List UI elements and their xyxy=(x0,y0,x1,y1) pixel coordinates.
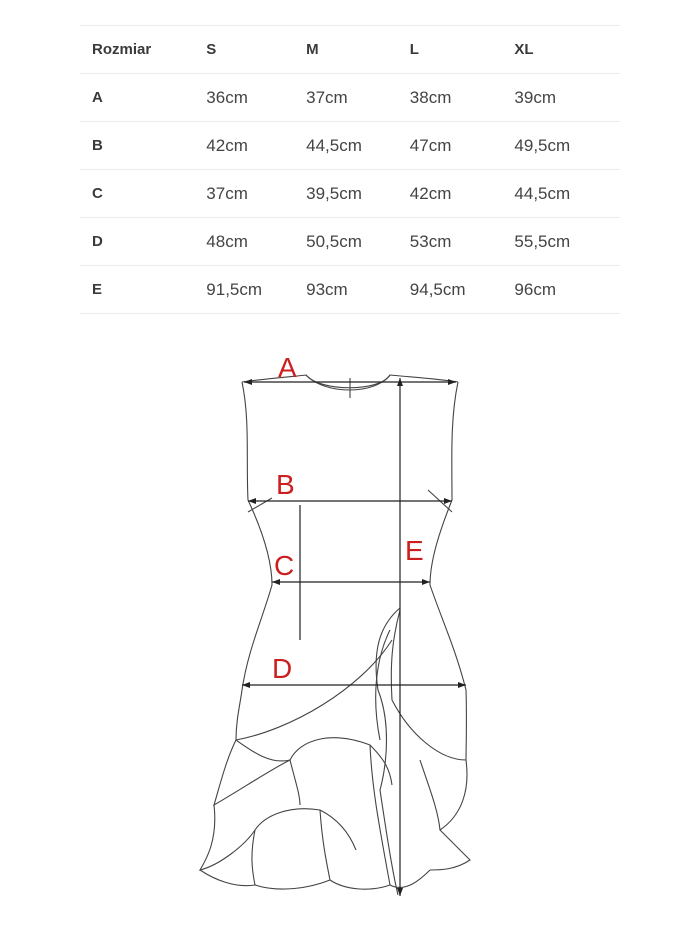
label-c: C xyxy=(274,550,295,581)
row-label: A xyxy=(80,74,206,122)
table-cell: 91,5cm xyxy=(206,266,306,314)
table-cell: 55,5cm xyxy=(514,218,620,266)
size-chart-table xyxy=(80,25,620,314)
table-row xyxy=(80,266,620,314)
header-xl: XL xyxy=(514,26,620,74)
header-size: Rozmiar xyxy=(80,26,206,74)
table-cell: 39,5cm xyxy=(306,170,410,218)
dress-measurement-diagram xyxy=(0,330,700,930)
row-label: B xyxy=(80,122,206,170)
table-cell: 39cm xyxy=(514,74,620,122)
table-cell: 50,5cm xyxy=(306,218,410,266)
table-cell: 47cm xyxy=(410,122,515,170)
table-cell: 94,5cm xyxy=(410,266,515,314)
table-cell: 44,5cm xyxy=(306,122,410,170)
table-row xyxy=(80,74,620,122)
table-cell: 42cm xyxy=(206,122,306,170)
header-m: M xyxy=(306,26,410,74)
table-header-row xyxy=(80,26,620,74)
table-cell: 36cm xyxy=(206,74,306,122)
row-label: E xyxy=(80,266,206,314)
table-cell: 42cm xyxy=(410,170,515,218)
table-cell: 38cm xyxy=(410,74,515,122)
table-cell: 53cm xyxy=(410,218,515,266)
row-label: C xyxy=(80,170,206,218)
label-b: B xyxy=(276,469,295,500)
table-cell: 48cm xyxy=(206,218,306,266)
label-d: D xyxy=(272,653,293,684)
table-cell: 96cm xyxy=(514,266,620,314)
dress-outline xyxy=(200,375,470,895)
header-s: S xyxy=(206,26,306,74)
table-cell: 37cm xyxy=(306,74,410,122)
label-e: E xyxy=(405,535,424,566)
table-cell: 49,5cm xyxy=(514,122,620,170)
table-cell: 44,5cm xyxy=(514,170,620,218)
table-row xyxy=(80,218,620,266)
table-cell: 37cm xyxy=(206,170,306,218)
arrowheads xyxy=(242,378,466,896)
table-row xyxy=(80,122,620,170)
header-l: L xyxy=(410,26,515,74)
label-a: A xyxy=(278,352,297,383)
row-label: D xyxy=(80,218,206,266)
measurement-lines xyxy=(242,378,466,896)
table-row xyxy=(80,170,620,218)
table-cell: 93cm xyxy=(306,266,410,314)
